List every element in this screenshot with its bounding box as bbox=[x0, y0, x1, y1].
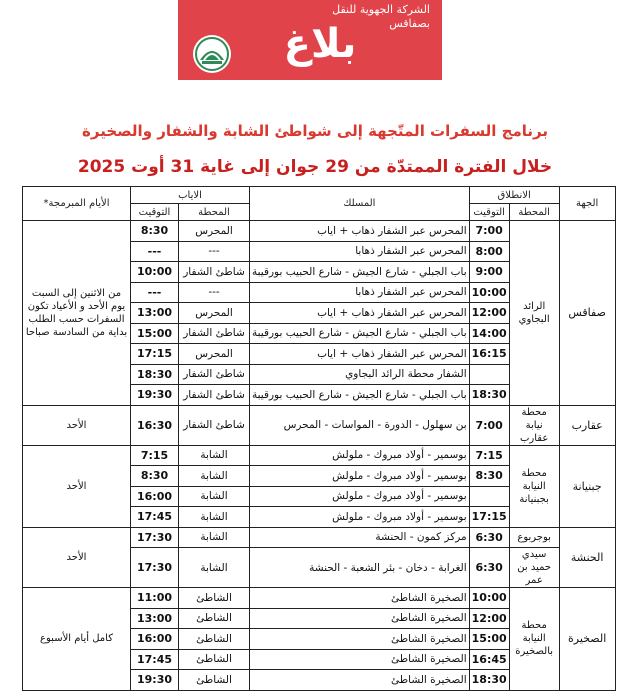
return-station-cell: شاطئ الشفار bbox=[179, 364, 250, 385]
departure-station-cell: سيدي حميد بن عمر bbox=[509, 548, 559, 588]
departure-time-cell: 14:00 bbox=[469, 323, 509, 344]
return-time-cell: 18:30 bbox=[131, 364, 179, 385]
return-station-cell: الشابة bbox=[179, 466, 250, 487]
scheduled-days-cell: كامل أيام الأسبوع bbox=[23, 588, 131, 691]
return-time-cell: 13:00 bbox=[131, 608, 179, 629]
direction-cell: جبنيانة bbox=[559, 445, 615, 527]
departure-station-cell: الرائد البجاوي bbox=[509, 221, 559, 406]
route-cell: باب الجبلي - شارع الجيش - شارع الحبيب بورقيبة bbox=[250, 385, 470, 406]
route-cell: مركز كمون - الحنشة bbox=[250, 527, 470, 548]
departure-station-cell: محطة النيابة بجبنيانة bbox=[509, 445, 559, 527]
return-station-cell: الشابة bbox=[179, 548, 250, 588]
return-time-cell: 11:00 bbox=[131, 588, 179, 609]
header-direction: الجهة bbox=[559, 187, 615, 221]
departure-time-cell: 16:15 bbox=[469, 344, 509, 365]
return-time-cell: 13:00 bbox=[131, 303, 179, 324]
return-station-cell: شاطئ الشفار bbox=[179, 323, 250, 344]
route-cell: بوسمير - أولاد مبروك - ملولش bbox=[250, 445, 470, 466]
return-station-cell: الشاطئ bbox=[179, 588, 250, 609]
route-cell: باب الجبلي - شارع الجيش - شارع الحبيب بورقيبة bbox=[250, 262, 470, 283]
return-station-cell: المحرس bbox=[179, 303, 250, 324]
departure-time-cell: 10:00 bbox=[469, 282, 509, 303]
route-cell: المحرس عبر الشفار ذهابا bbox=[250, 241, 470, 262]
return-time-cell: 8:30 bbox=[131, 221, 179, 242]
heading-line2: خلال الفترة الممتدّة من 29 جوان إلى غاية 31 أوت 2025 bbox=[77, 157, 553, 177]
departure-time-cell: 6:30 bbox=[469, 548, 509, 588]
departure-time-cell: 8:30 bbox=[469, 466, 509, 487]
return-station-cell: الشاطئ bbox=[179, 608, 250, 629]
departure-time-cell: 9:00 bbox=[469, 262, 509, 283]
route-cell: المحرس عبر الشفار ذهاب + اياب bbox=[250, 303, 470, 324]
departure-station-cell: محطة النيابة بالصخيرة bbox=[509, 588, 559, 691]
return-station-cell: شاطئ الشفار bbox=[179, 405, 250, 445]
return-station-cell: الشاطئ bbox=[179, 649, 250, 670]
table-row bbox=[23, 405, 616, 445]
route-cell: الصخيرة الشاطئ bbox=[250, 608, 470, 629]
departure-station-cell: بوجربوع bbox=[509, 527, 559, 548]
return-station-cell: --- bbox=[179, 282, 250, 303]
route-cell: بن سهلول - الدورة - المواسات - المحرس bbox=[250, 405, 470, 445]
header-dep-time: التوقيت bbox=[469, 204, 509, 221]
company-name-line2: بصفاقس bbox=[389, 17, 430, 30]
return-time-cell: 19:30 bbox=[131, 385, 179, 406]
header-row-1 bbox=[23, 187, 616, 204]
departure-time-cell: 15:00 bbox=[469, 629, 509, 650]
route-cell: المحرس عبر الشفار ذهابا bbox=[250, 282, 470, 303]
route-cell: الشفار محطة الرائد البجاوي bbox=[250, 364, 470, 385]
departure-time-cell: 10:00 bbox=[469, 588, 509, 609]
scheduled-days-cell: الأحد bbox=[23, 445, 131, 527]
return-station-cell: الشابة bbox=[179, 527, 250, 548]
return-time-cell: 17:30 bbox=[131, 548, 179, 588]
srts-logo-icon bbox=[192, 34, 232, 74]
route-cell: بوسمير - أولاد مبروك - ملولش bbox=[250, 466, 470, 487]
return-station-cell: الشاطئ bbox=[179, 629, 250, 650]
company-name-line1: الشركة الجهوية للنقل bbox=[332, 3, 430, 16]
header-ret-time: التوقيت bbox=[131, 204, 179, 221]
return-time-cell: 15:00 bbox=[131, 323, 179, 344]
departure-time-cell: 7:00 bbox=[469, 221, 509, 242]
schedule-table bbox=[22, 186, 616, 691]
departure-time-cell: 7:15 bbox=[469, 445, 509, 466]
direction-cell: عقارب bbox=[559, 405, 615, 445]
direction-cell: الحنشة bbox=[559, 527, 615, 588]
return-station-cell: الشابة bbox=[179, 486, 250, 507]
departure-time-cell: 8:00 bbox=[469, 241, 509, 262]
header-dep-station: المحطة bbox=[509, 204, 559, 221]
header-return: الاياب bbox=[131, 187, 250, 204]
return-station-cell: --- bbox=[179, 241, 250, 262]
departure-time-cell: 18:30 bbox=[469, 385, 509, 406]
route-cell: الصخيرة الشاطئ bbox=[250, 670, 470, 691]
return-station-cell: المحرس bbox=[179, 221, 250, 242]
departure-time-cell: 16:45 bbox=[469, 649, 509, 670]
table-row bbox=[23, 221, 616, 242]
return-time-cell: 8:30 bbox=[131, 466, 179, 487]
route-cell: بوسمير - أولاد مبروك - ملولش bbox=[250, 486, 470, 507]
table-row bbox=[23, 527, 616, 548]
return-station-cell: شاطئ الشفار bbox=[179, 262, 250, 283]
departure-time-cell bbox=[469, 486, 509, 507]
schedule-body bbox=[23, 221, 616, 691]
route-cell: الصخيرة الشاطئ bbox=[250, 588, 470, 609]
return-time-cell: 16:00 bbox=[131, 486, 179, 507]
departure-time-cell: 12:00 bbox=[469, 303, 509, 324]
return-time-cell: 19:30 bbox=[131, 670, 179, 691]
heading-line1: برنامج السفرات المتّجهة إلى شواطئ الشابة والشفار والصخيرة bbox=[82, 122, 548, 140]
departure-time-cell: 18:30 bbox=[469, 670, 509, 691]
header-ret-station: المحطة bbox=[179, 204, 250, 221]
table-row bbox=[23, 588, 616, 609]
header-route: المسلك bbox=[250, 187, 470, 221]
return-time-cell: 7:15 bbox=[131, 445, 179, 466]
direction-cell: الصخيرة bbox=[559, 588, 615, 691]
return-station-cell: الشابة bbox=[179, 445, 250, 466]
departure-time-cell: 7:00 bbox=[469, 405, 509, 445]
route-cell: المحرس عبر الشفار ذهاب + اياب bbox=[250, 344, 470, 365]
route-cell: باب الجبلي - شارع الجيش - شارع الحبيب بورقيبة bbox=[250, 323, 470, 344]
return-station-cell: الشابة bbox=[179, 507, 250, 528]
return-station-cell: الشاطئ bbox=[179, 670, 250, 691]
scheduled-days-cell: الأحد bbox=[23, 405, 131, 445]
departure-time-cell: 6:30 bbox=[469, 527, 509, 548]
return-station-cell: شاطئ الشفار bbox=[179, 385, 250, 406]
header-days: الأيام المبرمجة* bbox=[23, 187, 131, 221]
return-time-cell: 16:00 bbox=[131, 629, 179, 650]
route-cell: الغرابة - دخان - بئر الشعبة - الحنشة bbox=[250, 548, 470, 588]
departure-time-cell: 12:00 bbox=[469, 608, 509, 629]
departure-time-cell: 17:15 bbox=[469, 507, 509, 528]
return-time-cell: --- bbox=[131, 241, 179, 262]
header-departure: الانطلاق bbox=[469, 187, 559, 204]
return-time-cell: 17:45 bbox=[131, 507, 179, 528]
return-time-cell: 10:00 bbox=[131, 262, 179, 283]
route-cell: الصخيرة الشاطئ bbox=[250, 629, 470, 650]
return-time-cell: --- bbox=[131, 282, 179, 303]
scheduled-days-cell: من الاثنين إلى السبت يوم الأحد و الأعياد تكون السفرات حسب الطلب بداية من السادسة صباحا bbox=[23, 221, 131, 406]
notice-banner bbox=[178, 0, 442, 80]
route-cell: بوسمير - أولاد مبروك - ملولش bbox=[250, 507, 470, 528]
direction-cell: صفاقس bbox=[559, 221, 615, 406]
banner-title: بلاغ bbox=[283, 21, 357, 67]
return-time-cell: 16:30 bbox=[131, 405, 179, 445]
return-time-cell: 17:15 bbox=[131, 344, 179, 365]
departure-time-cell bbox=[469, 364, 509, 385]
return-time-cell: 17:30 bbox=[131, 527, 179, 548]
departure-station-cell: محطة نيابة عقارب bbox=[509, 405, 559, 445]
route-cell: المحرس عبر الشفار ذهاب + اياب bbox=[250, 221, 470, 242]
scheduled-days-cell: الأحد bbox=[23, 527, 131, 588]
return-time-cell: 17:45 bbox=[131, 649, 179, 670]
route-cell: الصخيرة الشاطئ bbox=[250, 649, 470, 670]
return-station-cell: المحرس bbox=[179, 344, 250, 365]
table-row bbox=[23, 445, 616, 466]
